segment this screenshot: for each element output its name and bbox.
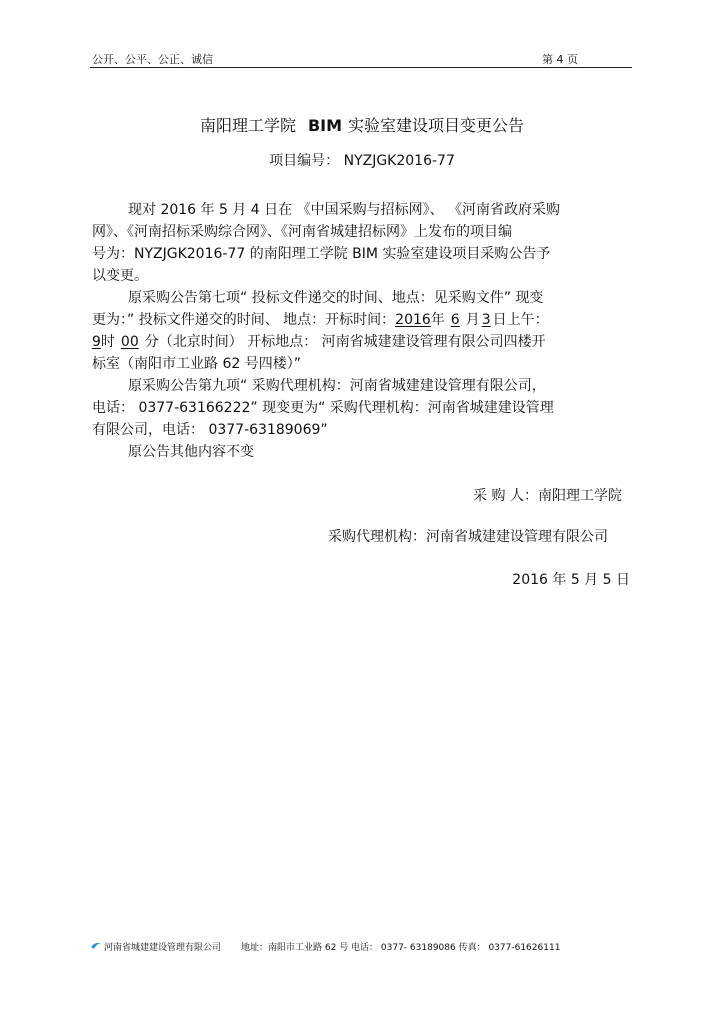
body-line: 号为：NYZJGK2016-77 的南阳理工学院 BIM 实验室建设项目采购公告予 (92, 246, 551, 262)
footer-company: 河南省城建建设管理有限公司 (104, 943, 222, 953)
procurement-agency: 采购代理机构：河南省城建建设管理有限公司 (328, 529, 608, 545)
header-divider (90, 67, 632, 68)
body-text: 分（北京时间） 开标地点： 河南省城建建设管理有限公司四楼开 (144, 334, 546, 350)
opening-minute: 00 (120, 334, 139, 350)
header-motto: 公开、公平、公正、诚信 (92, 53, 213, 66)
body-line: 原采购公告第七项“ 投标文件递交的时间、地点：见采购文件” 现变 (128, 290, 544, 306)
opening-hour: 9 (92, 334, 101, 350)
title-suffix: 实验室建设项目变更公告 (348, 116, 525, 135)
footer (90, 940, 560, 953)
opening-day: 3 (481, 312, 491, 328)
body-text: 时 (100, 334, 115, 350)
body-line: 电话： 0377-63166222” 现变更为“ 采购代理机构：河南省城建建设管理 (92, 400, 554, 416)
purchaser: 采 购 人：南阳理工学院 (473, 488, 622, 504)
body-line: 现对 2016 年 5 月 4 日在 《中国采购与招标网》、 《河南省政府采购 (128, 202, 561, 218)
title-bim: BIM (307, 116, 343, 135)
body-text: 日上午： (492, 312, 549, 328)
body-text: 更为：” 投标文件递交的时间、 地点：开标时间： (92, 312, 396, 328)
opening-month: 6 (450, 312, 460, 328)
body-line: 以变更。 (92, 268, 148, 284)
company-logo-icon (90, 941, 102, 951)
project-number: 项目编号： NYZJGK2016-77 (269, 153, 455, 169)
body-line: 原公告其他内容不变 (128, 444, 254, 460)
opening-year: 2016 (395, 312, 431, 328)
body-line-opening-time (92, 309, 549, 329)
page-number: 第 4 页 (542, 53, 578, 66)
document-title (0, 113, 724, 136)
body-line: 标室（南阳市工业路 62 号四楼）” (92, 356, 301, 372)
body-text: 月 (465, 312, 480, 328)
title-prefix: 南阳理工学院 (199, 116, 296, 135)
signature-date: 2016 年 5 月 5 日 (512, 572, 630, 588)
footer-address: 地址：南阳市工业路 62 号 电话： 0377- 63189086 传真： 0377-61626111 (241, 943, 561, 953)
body-line: 原采购公告第九项“ 采购代理机构：河南省城建建设管理有限公司， (128, 378, 546, 394)
body-line: 网》、《河南招标采购综合网》、《河南省城建招标网》上发布的项目编 (92, 224, 512, 240)
body-text: 年 (430, 312, 445, 328)
body-line: 有限公司，电话： 0377-63189069” (92, 422, 328, 438)
body-line-opening-hour (92, 331, 546, 351)
